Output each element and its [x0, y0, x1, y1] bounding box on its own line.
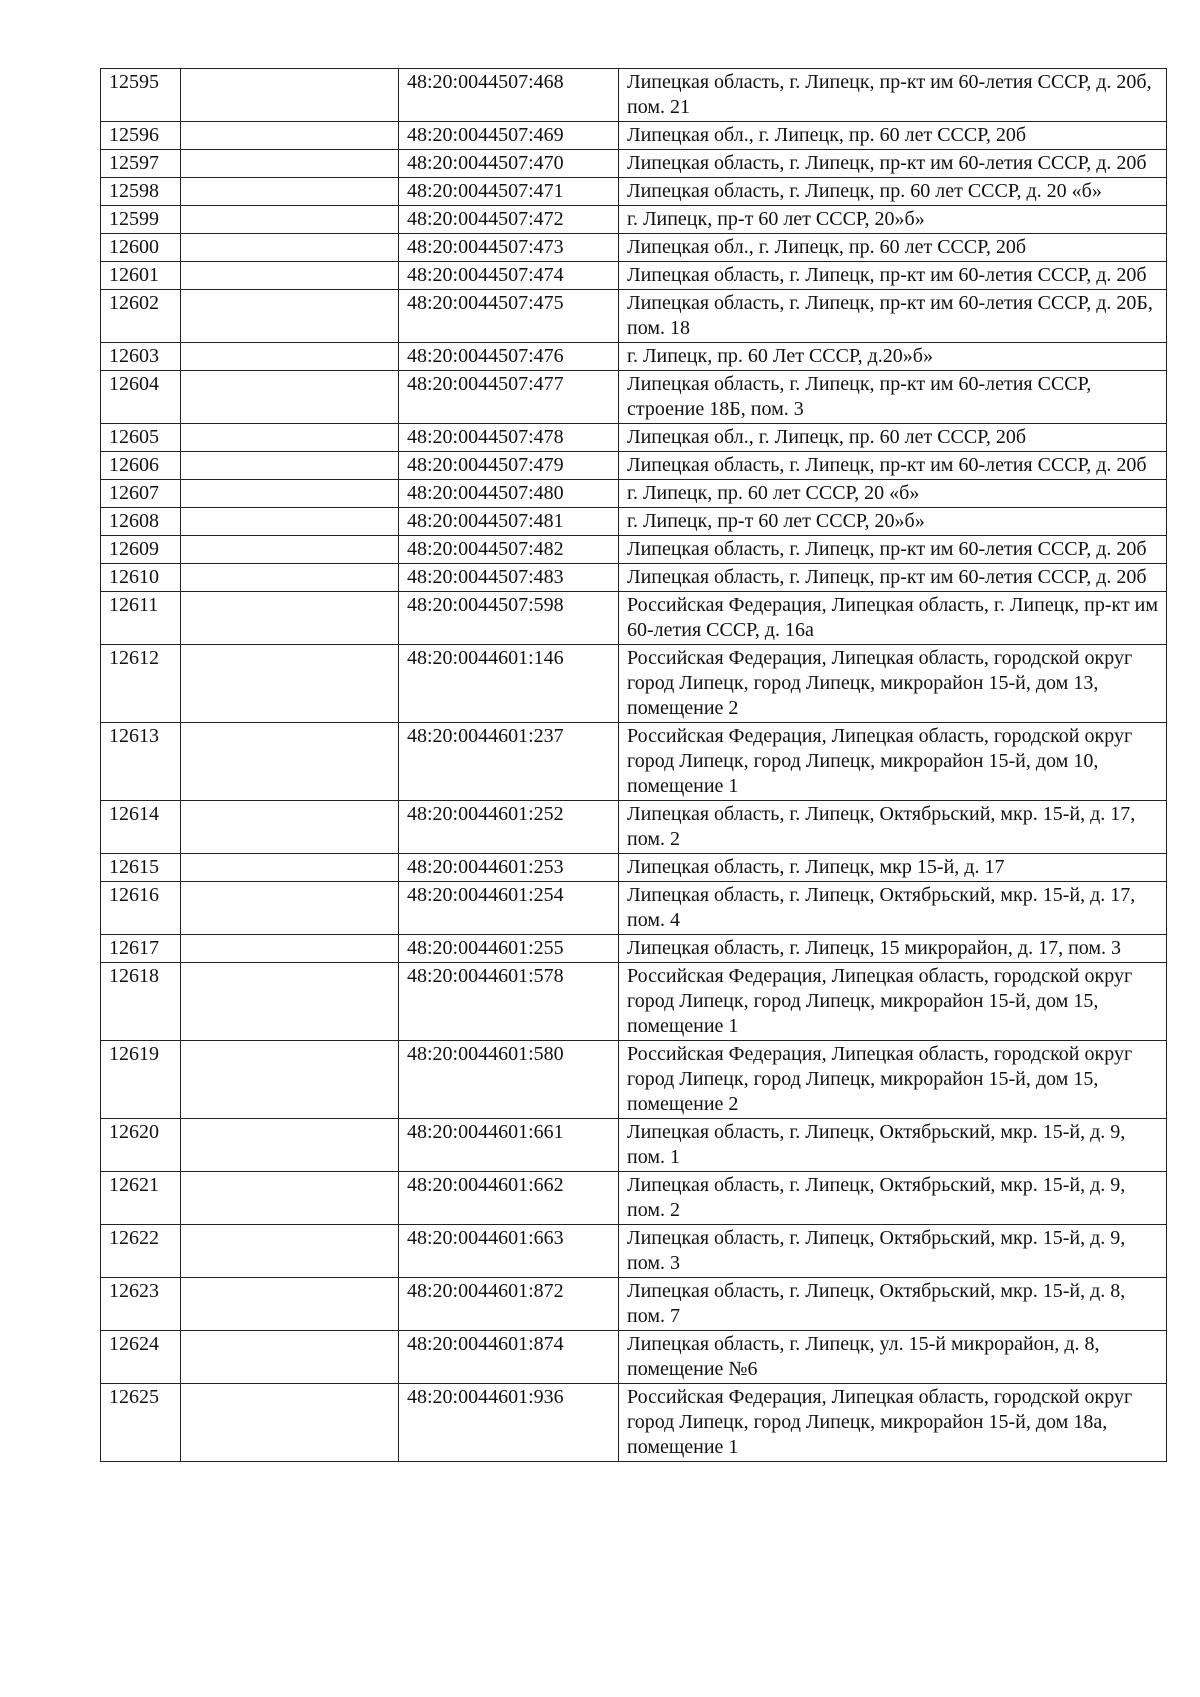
address-cell: Липецкая область, г. Липецк, Октябрьский, мкр. 15-й, д. 9, пом. 1 — [619, 1119, 1167, 1172]
row-number-cell: 12606 — [101, 452, 181, 480]
address-cell: Липецкая обл., г. Липецк, пр. 60 лет СССР, 20б — [619, 234, 1167, 262]
row-number-cell: 12600 — [101, 234, 181, 262]
address-cell: Липецкая область, г. Липецк, пр. 60 лет СССР, д. 20 «б» — [619, 178, 1167, 206]
table-row — [101, 508, 1167, 536]
table-row — [101, 452, 1167, 480]
address-cell: Липецкая область, г. Липецк, пр-кт им 60-летия СССР, д. 20б — [619, 564, 1167, 592]
empty-cell — [181, 371, 399, 424]
row-number-cell: 12610 — [101, 564, 181, 592]
cadastral-number-cell: 48:20:0044601:146 — [399, 645, 619, 723]
table-row — [101, 854, 1167, 882]
empty-cell — [181, 1384, 399, 1462]
address-cell: Российская Федерация, Липецкая область, городской округ город Липецк, город Липецк, микрорайон 15-й, дом 15, помещение 2 — [619, 1041, 1167, 1119]
row-number-cell: 12598 — [101, 178, 181, 206]
cadastral-number-cell: 48:20:0044601:661 — [399, 1119, 619, 1172]
address-cell: Российская Федерация, Липецкая область, городской округ город Липецк, город Липецк, микрорайон 15-й, дом 10, помещение 1 — [619, 723, 1167, 801]
empty-cell — [181, 290, 399, 343]
row-number-cell: 12602 — [101, 290, 181, 343]
address-cell: Российская Федерация, Липецкая область, г. Липецк, пр-кт им 60-летия СССР, д. 16а — [619, 592, 1167, 645]
row-number-cell: 12595 — [101, 69, 181, 122]
address-cell: Липецкая область, г. Липецк, пр-кт им 60-летия СССР, д. 20б — [619, 452, 1167, 480]
table-row — [101, 723, 1167, 801]
empty-cell — [181, 452, 399, 480]
row-number-cell: 12621 — [101, 1172, 181, 1225]
cadastral-number-cell: 48:20:0044507:477 — [399, 371, 619, 424]
cadastral-number-cell: 48:20:0044507:470 — [399, 150, 619, 178]
cadastral-number-cell: 48:20:0044507:471 — [399, 178, 619, 206]
address-cell: Липецкая область, г. Липецк, Октябрьский, мкр. 15-й, д. 9, пом. 2 — [619, 1172, 1167, 1225]
table-row — [101, 371, 1167, 424]
cadastral-number-cell: 48:20:0044507:483 — [399, 564, 619, 592]
address-cell: Липецкая область, г. Липецк, Октябрьский, мкр. 15-й, д. 17, пом. 2 — [619, 801, 1167, 854]
table-row — [101, 536, 1167, 564]
cadastral-number-cell: 48:20:0044601:663 — [399, 1225, 619, 1278]
empty-cell — [181, 122, 399, 150]
table-row — [101, 801, 1167, 854]
row-number-cell: 12601 — [101, 262, 181, 290]
address-cell: Липецкая область, г. Липецк, пр-кт им 60-летия СССР, д. 20б — [619, 150, 1167, 178]
address-cell: Липецкая область, г. Липецк, Октябрьский, мкр. 15-й, д. 17, пом. 4 — [619, 882, 1167, 935]
table-row — [101, 150, 1167, 178]
address-cell: Липецкая область, г. Липецк, 15 микрорайон, д. 17, пом. 3 — [619, 935, 1167, 963]
empty-cell — [181, 1172, 399, 1225]
table-row — [101, 234, 1167, 262]
table-row — [101, 592, 1167, 645]
empty-cell — [181, 343, 399, 371]
address-cell: г. Липецк, пр-т 60 лет СССР, 20»б» — [619, 206, 1167, 234]
empty-cell — [181, 723, 399, 801]
table-row — [101, 1331, 1167, 1384]
empty-cell — [181, 801, 399, 854]
empty-cell — [181, 262, 399, 290]
table-row — [101, 343, 1167, 371]
table-row — [101, 1225, 1167, 1278]
empty-cell — [181, 1225, 399, 1278]
row-number-cell: 12623 — [101, 1278, 181, 1331]
table-row — [101, 178, 1167, 206]
cadastral-number-cell: 48:20:0044601:254 — [399, 882, 619, 935]
cadastral-number-cell: 48:20:0044507:473 — [399, 234, 619, 262]
row-number-cell: 12608 — [101, 508, 181, 536]
table-row — [101, 1278, 1167, 1331]
row-number-cell: 12625 — [101, 1384, 181, 1462]
address-cell: Липецкая область, г. Липецк, Октябрьский, мкр. 15-й, д. 9, пом. 3 — [619, 1225, 1167, 1278]
table-row — [101, 564, 1167, 592]
table-row — [101, 262, 1167, 290]
table-row — [101, 69, 1167, 122]
cadastral-number-cell: 48:20:0044601:252 — [399, 801, 619, 854]
address-cell: Липецкая область, г. Липецк, Октябрьский, мкр. 15-й, д. 8, пом. 7 — [619, 1278, 1167, 1331]
empty-cell — [181, 1331, 399, 1384]
table-row — [101, 424, 1167, 452]
row-number-cell: 12614 — [101, 801, 181, 854]
table-row — [101, 645, 1167, 723]
table-row — [101, 122, 1167, 150]
address-cell: г. Липецк, пр. 60 Лет СССР, д.20»б» — [619, 343, 1167, 371]
empty-cell — [181, 69, 399, 122]
empty-cell — [181, 963, 399, 1041]
cadastral-number-cell: 48:20:0044507:478 — [399, 424, 619, 452]
table-row — [101, 882, 1167, 935]
cadastral-number-cell: 48:20:0044601:872 — [399, 1278, 619, 1331]
address-cell: Липецкая область, г. Липецк, мкр 15-й, д. 17 — [619, 854, 1167, 882]
table-row — [101, 1041, 1167, 1119]
cadastral-number-cell: 48:20:0044601:580 — [399, 1041, 619, 1119]
row-number-cell: 12604 — [101, 371, 181, 424]
cadastral-number-cell: 48:20:0044601:253 — [399, 854, 619, 882]
address-cell: г. Липецк, пр-т 60 лет СССР, 20»б» — [619, 508, 1167, 536]
empty-cell — [181, 234, 399, 262]
row-number-cell: 12620 — [101, 1119, 181, 1172]
cadastral-number-cell: 48:20:0044601:874 — [399, 1331, 619, 1384]
row-number-cell: 12596 — [101, 122, 181, 150]
address-cell: Липецкая обл., г. Липецк, пр. 60 лет СССР, 20б — [619, 424, 1167, 452]
row-number-cell: 12616 — [101, 882, 181, 935]
empty-cell — [181, 564, 399, 592]
cadastral-number-cell: 48:20:0044507:472 — [399, 206, 619, 234]
address-cell: г. Липецк, пр. 60 лет СССР, 20 «б» — [619, 480, 1167, 508]
address-cell: Липецкая область, г. Липецк, пр-кт им 60-летия СССР, д. 20б, пом. 21 — [619, 69, 1167, 122]
row-number-cell: 12618 — [101, 963, 181, 1041]
address-cell: Российская Федерация, Липецкая область, городской округ город Липецк, город Липецк, микрорайон 15-й, дом 18а, помещение 1 — [619, 1384, 1167, 1462]
table-row — [101, 1172, 1167, 1225]
row-number-cell: 12613 — [101, 723, 181, 801]
empty-cell — [181, 882, 399, 935]
row-number-cell: 12622 — [101, 1225, 181, 1278]
cadastral-number-cell: 48:20:0044601:578 — [399, 963, 619, 1041]
address-cell: Липецкая область, г. Липецк, ул. 15-й микрорайон, д. 8, помещение №6 — [619, 1331, 1167, 1384]
row-number-cell: 12619 — [101, 1041, 181, 1119]
empty-cell — [181, 1278, 399, 1331]
empty-cell — [181, 1119, 399, 1172]
table-row — [101, 480, 1167, 508]
empty-cell — [181, 1041, 399, 1119]
row-number-cell: 12612 — [101, 645, 181, 723]
row-number-cell: 12605 — [101, 424, 181, 452]
row-number-cell: 12607 — [101, 480, 181, 508]
empty-cell — [181, 536, 399, 564]
address-cell: Российская Федерация, Липецкая область, городской округ город Липецк, город Липецк, микрорайон 15-й, дом 15, помещение 1 — [619, 963, 1167, 1041]
empty-cell — [181, 178, 399, 206]
row-number-cell: 12599 — [101, 206, 181, 234]
row-number-cell: 12617 — [101, 935, 181, 963]
address-cell: Липецкая область, г. Липецк, пр-кт им 60-летия СССР, д. 20б — [619, 262, 1167, 290]
row-number-cell: 12624 — [101, 1331, 181, 1384]
cadastral-number-cell: 48:20:0044507:480 — [399, 480, 619, 508]
empty-cell — [181, 854, 399, 882]
empty-cell — [181, 935, 399, 963]
cadastral-number-cell: 48:20:0044507:474 — [399, 262, 619, 290]
cadastral-number-cell: 48:20:0044507:468 — [399, 69, 619, 122]
empty-cell — [181, 592, 399, 645]
cadastral-number-cell: 48:20:0044601:662 — [399, 1172, 619, 1225]
cadastral-number-cell: 48:20:0044507:598 — [399, 592, 619, 645]
row-number-cell: 12615 — [101, 854, 181, 882]
address-cell: Российская Федерация, Липецкая область, городской округ город Липецк, город Липецк, микрорайон 15-й, дом 13, помещение 2 — [619, 645, 1167, 723]
cadastral-number-cell: 48:20:0044507:482 — [399, 536, 619, 564]
row-number-cell: 12603 — [101, 343, 181, 371]
row-number-cell: 12609 — [101, 536, 181, 564]
cadastral-number-cell: 48:20:0044507:479 — [399, 452, 619, 480]
row-number-cell: 12597 — [101, 150, 181, 178]
empty-cell — [181, 150, 399, 178]
table-row — [101, 1384, 1167, 1462]
cadastral-number-cell: 48:20:0044601:936 — [399, 1384, 619, 1462]
address-cell: Липецкая обл., г. Липецк, пр. 60 лет СССР, 20б — [619, 122, 1167, 150]
empty-cell — [181, 645, 399, 723]
cadastral-number-cell: 48:20:0044601:255 — [399, 935, 619, 963]
cadastral-number-cell: 48:20:0044507:469 — [399, 122, 619, 150]
empty-cell — [181, 508, 399, 536]
address-cell: Липецкая область, г. Липецк, пр-кт им 60-летия СССР, строение 18Б, пом. 3 — [619, 371, 1167, 424]
table-row — [101, 290, 1167, 343]
table-row — [101, 963, 1167, 1041]
registry-table-body — [101, 69, 1167, 1462]
cadastral-number-cell: 48:20:0044507:475 — [399, 290, 619, 343]
address-cell: Липецкая область, г. Липецк, пр-кт им 60-летия СССР, д. 20Б, пом. 18 — [619, 290, 1167, 343]
table-row — [101, 1119, 1167, 1172]
empty-cell — [181, 480, 399, 508]
empty-cell — [181, 206, 399, 234]
cadastral-number-cell: 48:20:0044507:481 — [399, 508, 619, 536]
cadastral-number-cell: 48:20:0044507:476 — [399, 343, 619, 371]
empty-cell — [181, 424, 399, 452]
row-number-cell: 12611 — [101, 592, 181, 645]
cadastral-number-cell: 48:20:0044601:237 — [399, 723, 619, 801]
table-row — [101, 206, 1167, 234]
registry-table — [100, 68, 1167, 1462]
address-cell: Липецкая область, г. Липецк, пр-кт им 60-летия СССР, д. 20б — [619, 536, 1167, 564]
table-row — [101, 935, 1167, 963]
